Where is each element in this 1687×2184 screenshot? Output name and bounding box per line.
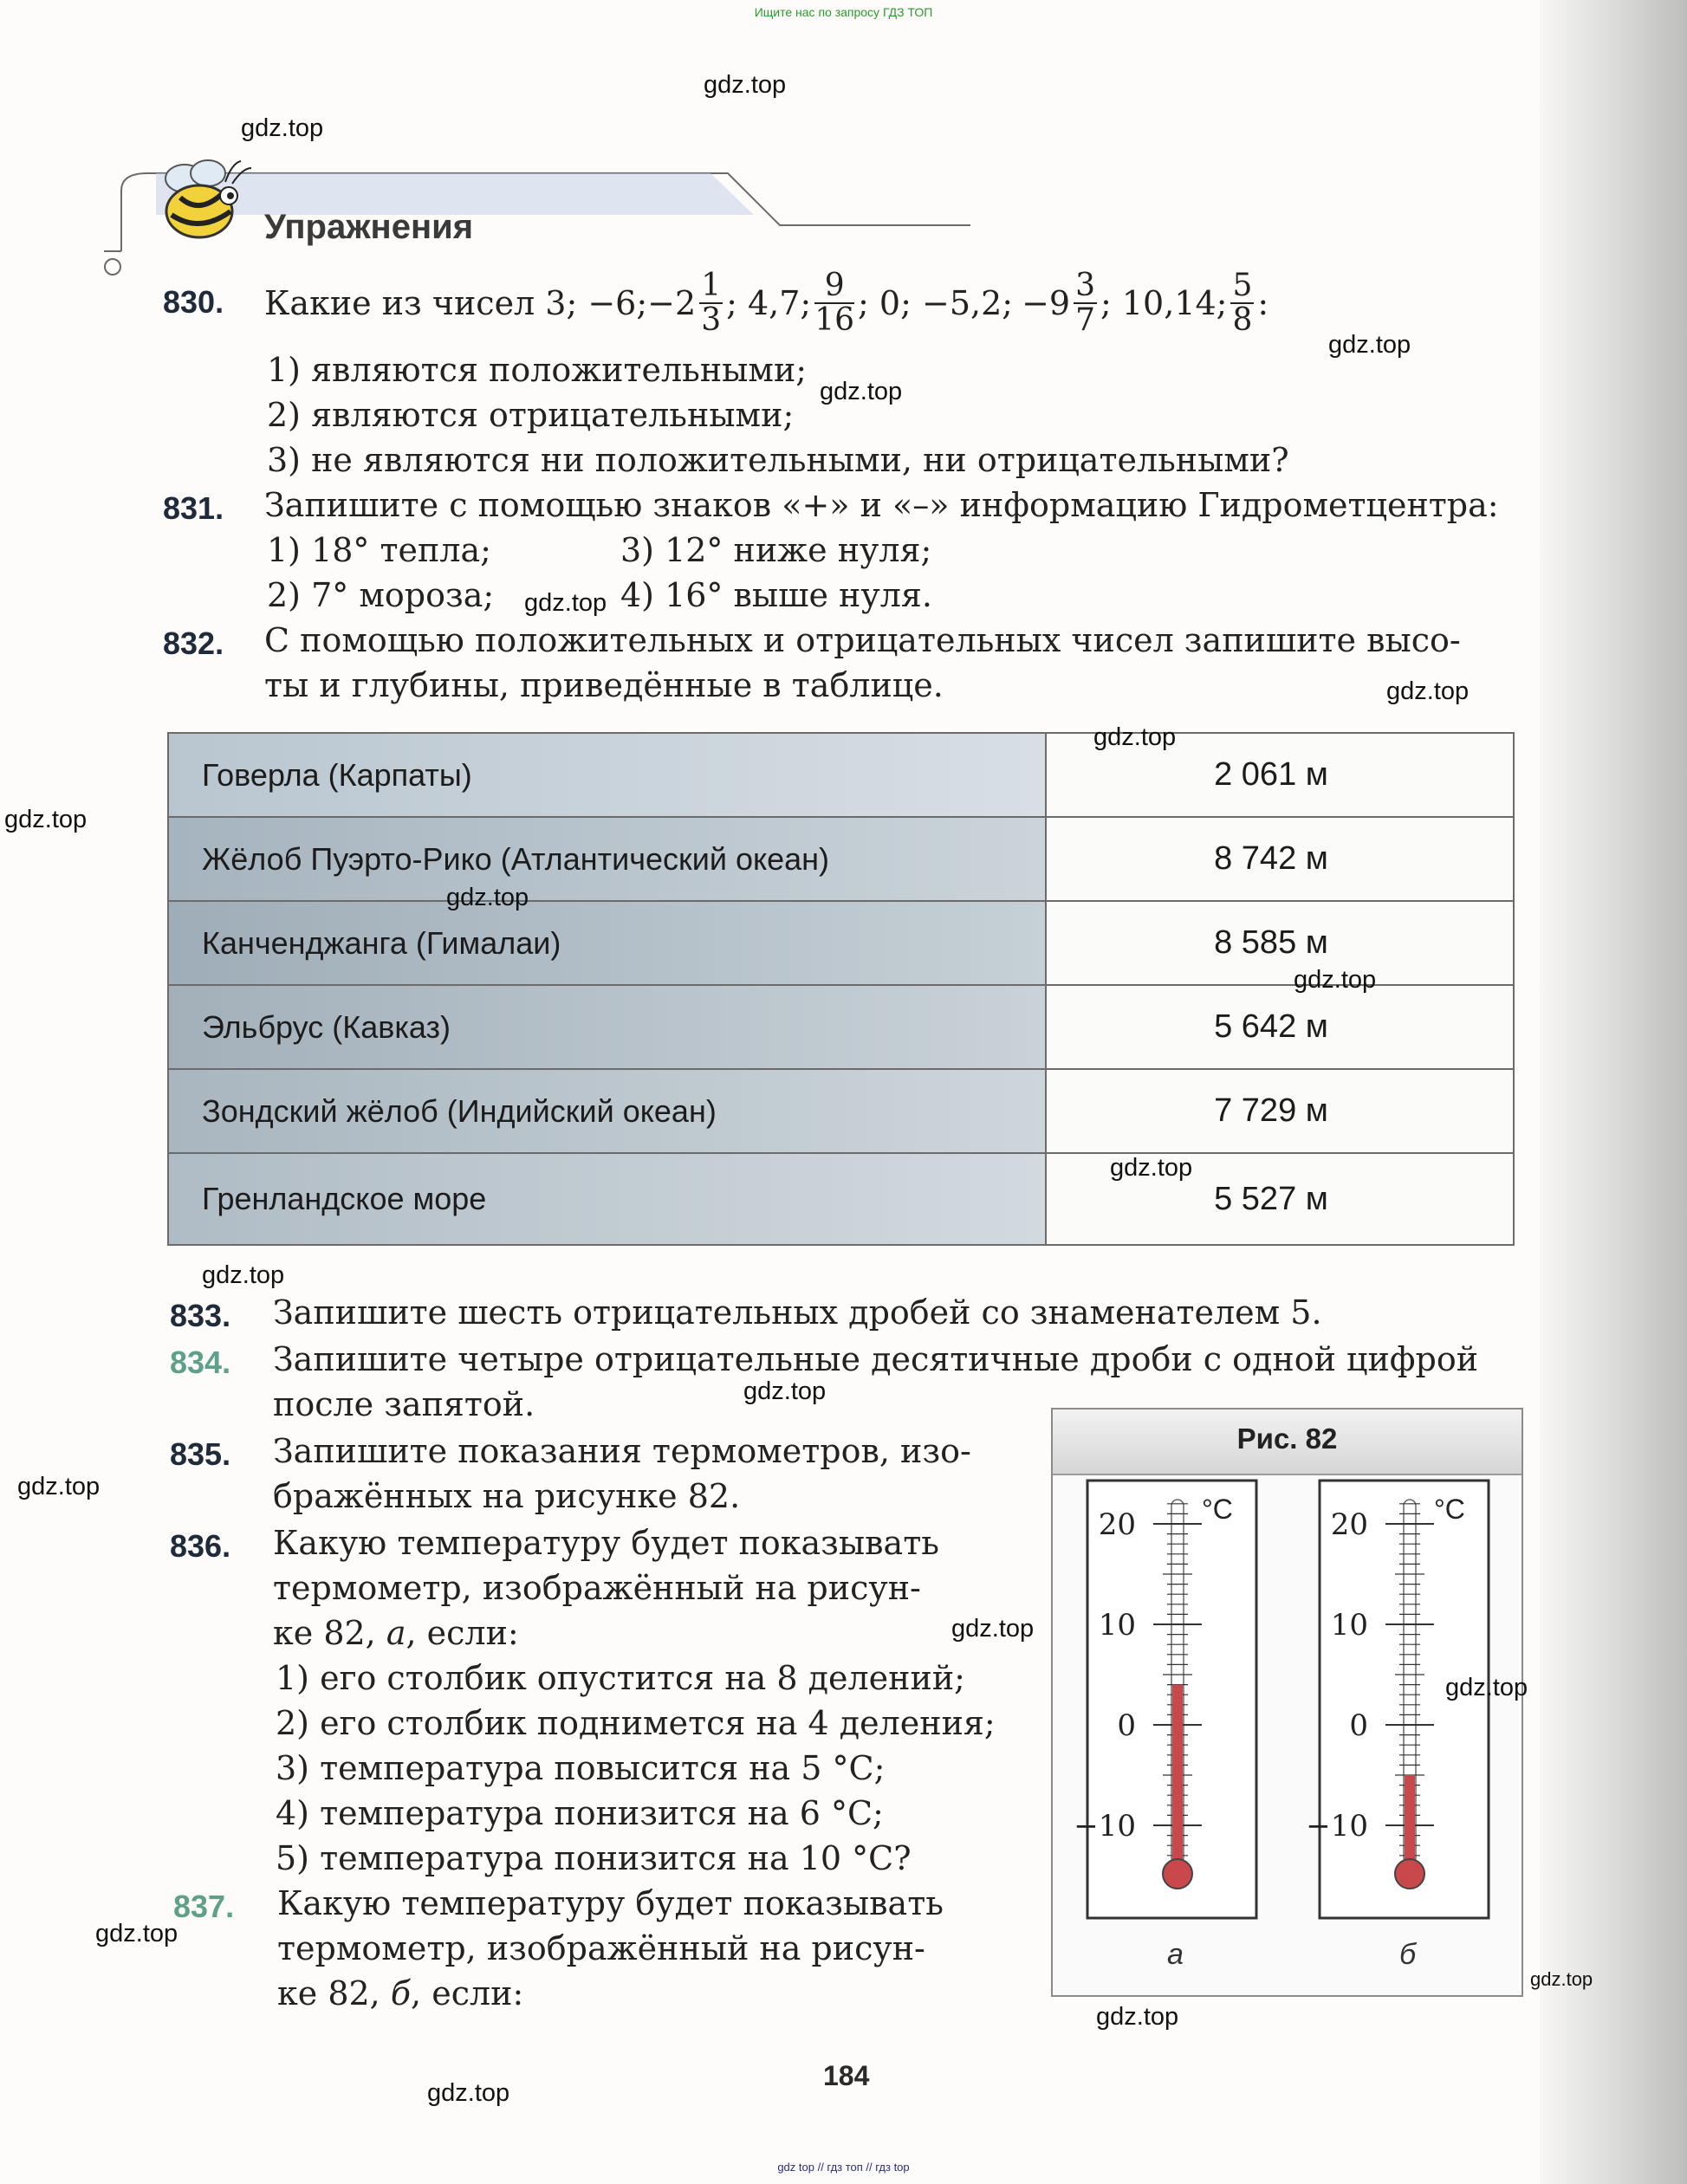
thermometer-b-label: б <box>1399 1938 1417 1971</box>
scale-label: −10 <box>1074 1809 1136 1844</box>
ex831-item-4: 4) 16° выше нуля. <box>620 576 932 614</box>
watermark: gdz.top <box>427 2079 510 2107</box>
table-row <box>169 734 1513 818</box>
scale-label: 10 <box>1330 1608 1368 1643</box>
table-cell-name: Зондский жёлоб (Индийский океан) <box>169 1070 1047 1152</box>
ex830-item-2: 2) являются отрицательными; <box>267 396 795 434</box>
exercise-830-question <box>264 260 1268 347</box>
ex836-line3-pre: ке 82, <box>273 1614 386 1652</box>
exercise-833-number: 833. <box>170 1298 231 1333</box>
scale-label: 0 <box>1117 1708 1136 1743</box>
ex830-part4: ; 10,14; <box>1100 284 1228 322</box>
ex830-mixed1-whole: −2 <box>647 284 697 322</box>
watermark: gdz.top <box>820 378 903 405</box>
ex830-mixed3-num: 3 <box>1075 268 1095 304</box>
ex830-mixed1-num: 1 <box>701 268 722 304</box>
watermark: gdz.top <box>446 884 529 911</box>
ex830-frac4-num: 5 <box>1232 268 1253 304</box>
exercise-831-number: 831. <box>163 490 224 526</box>
table-cell-name: Гренландское море <box>169 1154 1047 1244</box>
watermark: gdz.top <box>95 1920 178 1947</box>
thermometers-drawing <box>1053 1475 1522 1995</box>
scale-label: 20 <box>1330 1507 1368 1542</box>
ex836-item-2: 2) его столбик поднимется на 4 деления; <box>276 1704 996 1742</box>
ex836-line-3 <box>273 1614 519 1652</box>
top-note: Ищите нас по запросу ГДЗ ТОП <box>754 5 933 19</box>
ex834-line-1: Запишите четыре отрицательные десятичные дроби с одной цифрой <box>273 1340 1479 1378</box>
ex830-frac2-den: 16 <box>814 302 855 338</box>
watermark: gdz.top <box>202 1261 285 1289</box>
watermark: gdz.top <box>743 1377 827 1405</box>
ex836-item-1: 1) его столбик опустится на 8 делений; <box>276 1659 965 1697</box>
unit-label: °C <box>1434 1494 1465 1525</box>
ex831-item-3: 3) 12° ниже нуля; <box>620 531 932 569</box>
ex832-line-1: С помощью положительных и отрицательных чисел запишите высо- <box>264 621 1461 659</box>
ex835-line-2: бражённых на рисунке 82. <box>273 1477 741 1515</box>
table-row <box>169 986 1513 1070</box>
table-cell-name: Жёлоб Пуэрто-Рико (Атлантический океан) <box>169 818 1047 900</box>
table-row <box>169 1070 1513 1154</box>
table-cell-value: 8 585 м <box>1047 902 1513 984</box>
ex836-line3-post: , если: <box>406 1614 519 1652</box>
ex830-item-3: 3) не являются ни положительными, ни отрицательными? <box>267 441 1289 479</box>
watermark: gdz.top <box>1110 1154 1193 1182</box>
watermark: gdz.top <box>17 1473 101 1500</box>
table-cell-value: 2 061 м <box>1047 734 1513 816</box>
ex836-line3-var: а <box>386 1614 406 1652</box>
table-row <box>169 1154 1513 1244</box>
watermark: gdz.top <box>1328 331 1411 359</box>
exercise-837-number: 837. <box>173 1889 235 1924</box>
ex832-line-2: ты и глубины, приведённые в таблице. <box>264 666 944 704</box>
ex831-item-1: 1) 18° тепла; <box>267 531 491 569</box>
table-cell-name: Канченджанга (Гималаи) <box>169 902 1047 984</box>
unit-label: °C <box>1202 1494 1233 1525</box>
mercury-bulb <box>1163 1859 1192 1889</box>
mercury-bulb <box>1395 1859 1424 1889</box>
watermark: gdz.top <box>1093 723 1177 751</box>
watermark: gdz.top <box>524 589 607 617</box>
ex830-mixed3-den: 7 <box>1075 302 1095 338</box>
mercury-column <box>1172 1685 1183 1862</box>
figure-82 <box>1051 1408 1523 1997</box>
ex837-line-1: Какую температуру будет показывать <box>277 1884 944 1922</box>
ex830-mixed3-whole: −9 <box>1022 284 1071 322</box>
ex836-line-2: термометр, изображённый на рисун- <box>273 1569 921 1607</box>
page-number: 184 <box>823 2060 870 2091</box>
ex837-line-3 <box>277 1974 524 2012</box>
scale-label: −10 <box>1306 1809 1368 1844</box>
page-gutter-shadow <box>1540 0 1687 2184</box>
mercury-column <box>1405 1775 1415 1862</box>
figure-title: Рис. 82 <box>1236 1423 1338 1455</box>
watermark: gdz.top <box>241 114 324 142</box>
ex836-line-1: Какую температуру будет показывать <box>273 1524 939 1562</box>
ex836-item-5: 5) температура понизится на 10 °С? <box>276 1839 912 1877</box>
scale-label: 0 <box>1349 1708 1368 1743</box>
watermark: gdz.top <box>1096 2003 1179 2031</box>
ex830-frac2-num: 9 <box>814 269 854 304</box>
watermark: gdz.top <box>1445 1674 1528 1701</box>
ex836-item-3: 3) температура повысится на 5 °С; <box>276 1749 886 1787</box>
ex837-line3-pre: ке 82, <box>277 1974 391 2012</box>
thermometer-a-label: а <box>1167 1938 1184 1971</box>
exercise-834-number: 834. <box>170 1345 231 1380</box>
ex830-part2: ; 4,7; <box>726 284 812 322</box>
ex836-item-4: 4) температура понизится на 6 °С; <box>276 1794 884 1832</box>
watermark: gdz.top <box>1386 677 1470 705</box>
ex831-item-2: 2) 7° мороза; <box>267 576 495 614</box>
watermark: gdz.top <box>1530 1968 1593 1990</box>
ex831-text: Запишите с помощью знаков «+» и «–» информацию Гидрометцентра: <box>264 486 1499 524</box>
table-cell-value: 7 729 м <box>1047 1070 1513 1152</box>
ex834-line-2: после запятой. <box>273 1385 535 1423</box>
ex830-part3: ; 0; −5,2; <box>858 284 1014 322</box>
exercise-836-number: 836. <box>170 1528 231 1564</box>
bottom-note: gdz top // гдз топ // гдз top <box>777 2161 910 2174</box>
ex837-line-2: термометр, изображённый на рисун- <box>277 1929 925 1967</box>
ex830-mixed1-fraction <box>699 269 723 337</box>
ex830-end: : <box>1257 284 1269 322</box>
bee-icon <box>154 154 258 250</box>
ex837-line3-post: , если: <box>411 1974 524 2012</box>
scale-label: 10 <box>1098 1608 1136 1643</box>
watermark: gdz.top <box>4 806 88 833</box>
watermark: gdz.top <box>704 71 787 99</box>
table-cell-name: Говерла (Карпаты) <box>169 734 1047 816</box>
exercise-830-number: 830. <box>163 284 224 320</box>
ex837-line3-var: б <box>390 1974 412 2012</box>
exercise-835-number: 835. <box>170 1436 231 1472</box>
table-cell-value: 5 527 м <box>1047 1154 1513 1244</box>
table-row <box>169 818 1513 902</box>
scale-label: 20 <box>1098 1507 1136 1542</box>
ex835-line-1: Запишите показания термометров, изо- <box>273 1432 971 1470</box>
ex833-text: Запишите шесть отрицательных дробей со знаменателем 5. <box>273 1293 1322 1332</box>
table-cell-name: Эльбрус (Кавказ) <box>169 986 1047 1068</box>
ex830-fraction2 <box>814 269 854 337</box>
ex830-frac4-den: 8 <box>1232 302 1253 338</box>
ex830-fraction4 <box>1230 269 1254 337</box>
ex830-mixed3-fraction <box>1074 269 1097 337</box>
ex830-item-1: 1) являются положительными; <box>267 351 808 389</box>
watermark: gdz.top <box>951 1615 1035 1643</box>
table-cell-value: 5 642 м <box>1047 986 1513 1068</box>
section-title: Упражнения <box>264 208 474 246</box>
ex830-intro: Какие из чисел 3; −6; <box>264 284 648 322</box>
table-cell-value: 8 742 м <box>1047 818 1513 900</box>
ex830-mixed1-den: 3 <box>701 302 722 338</box>
watermark: gdz.top <box>1294 966 1377 994</box>
exercise-832-number: 832. <box>163 625 224 661</box>
